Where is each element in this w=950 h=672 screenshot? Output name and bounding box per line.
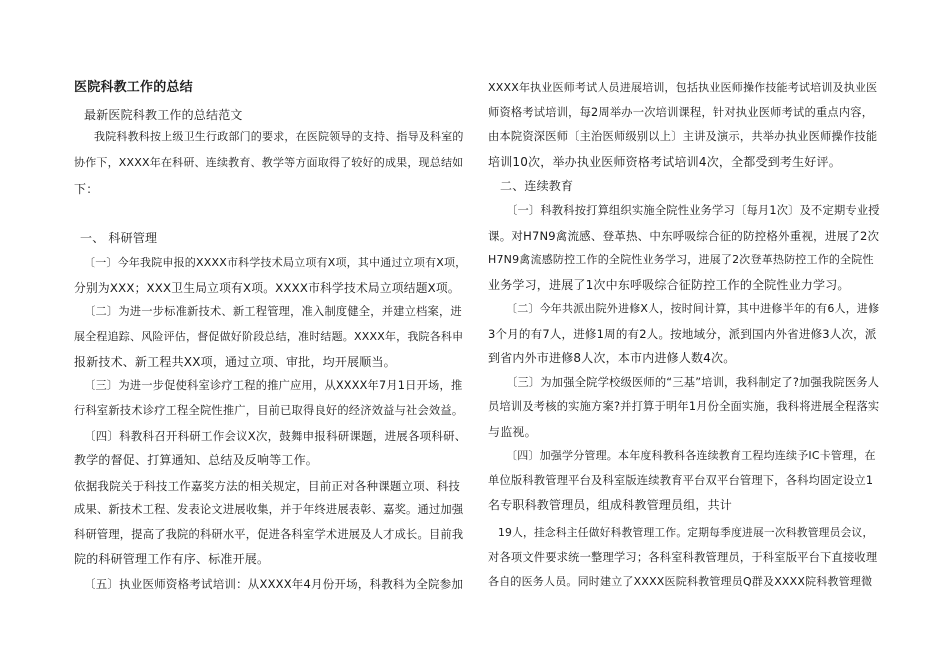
document-title: 医院科教工作的总结 (74, 80, 193, 95)
paragraph-line: 院的科研管理工作有序、标准开展。 (74, 552, 270, 566)
paragraph-line: 〔二〕今年共派出院外进修X人，按时间计算，其中进修半年的有6人，进修 (506, 302, 880, 315)
paragraph-line: 培训10次，举办执业医师资格考试培训4次，全都受到考生好评。 (488, 155, 841, 169)
paragraph-line: 员培训及考核的实施方案?并打算于明年1月份全面实施，我科将进展全程落实 (488, 400, 880, 413)
paragraph-line: 〔一〕科教科按打算组织实施全院性业务学习〔每月1次〕及不定期专业授 (506, 204, 880, 217)
paragraph-line: 分别为XXX；XXX卫生局立项有X项。XXXX市科学技术局立项结题X项。 (74, 281, 460, 295)
paragraph-line: 依据我院关于科技工作嘉奖方法的相关规定，目前正对各种课题立项、科技 (74, 479, 461, 493)
paragraph-line: 由本院资深医师〔主治医师级别以上〕主讲及演示，共举办执业医师操作技能 (488, 130, 878, 143)
paragraph-line: 到省内外市进修8人次，本市内进修人数4次。 (488, 351, 736, 365)
intro-line: 协作下，XXXX年在科研、连续教育、教学等方面取得了较好的成果，现总结如 (74, 156, 464, 169)
document-subtitle: 最新医院科教工作的总结范文 (84, 108, 243, 122)
paragraph-line: 教学的督促、打算通知、总结及反响等工作。 (74, 453, 319, 467)
paragraph-line: 师资格考试培训，每2周举办一次培训课程，针对执业医师考试的重点内容， (488, 106, 874, 119)
paragraph-line: 〔五〕执业医师资格考试培训：从XXXX年4月份开场，科教科为全院参加 (84, 577, 464, 591)
paragraph-line: 〔三〕为进一步促使科室诊疗工程的推广应用，从XXXX年7月1日开场，推 (84, 379, 463, 392)
paragraph-line: 3个月的有7人，进修1周的有2人。按地域分，派到国内外省进修3人次，派 (488, 327, 877, 341)
paragraph-line: 课。对H7N9禽流感、登革热、中东呼吸综合征的防控格外重视，进展了2次 (488, 229, 880, 243)
paragraph-line: 名专职科教管理员，组成科教管理员组，共计 (488, 498, 733, 512)
paragraph-line: H7N9禽流感防控工作的全院性业务学习，进展了2次登革热防控工作的全院性 (488, 253, 874, 266)
intro-line: 我院科教科按上级卫生行政部门的要求，在医院领导的支持、指导及科室的 (94, 130, 464, 143)
paragraph-line: 〔一〕今年我院申报的XXXX市科学技术局立项有X项，其中通过立项有X项， (84, 256, 467, 269)
paragraph-line: 〔四〕科教科召开科研工作会议X次，鼓舞申报科研课题，进展各项科研、 (84, 429, 467, 443)
paragraph-line: 单位版科教管理平台及科室版连续教育平台双平台管理下，各科均固定设立1 (488, 474, 874, 487)
paragraph-line: 〔三〕为加强全院学校级医师的“三基”培训，我科制定了?加强我院医务人 (506, 376, 880, 389)
paragraph-line: 展全程追踪、风险评估，督促做好阶段总结，准时结题。XXXX年，我院各科申 (74, 330, 464, 343)
section-heading: 二、连续教育 (500, 179, 574, 193)
paragraph-line: 业务学习，进展了1次中东呼吸综合征防控工作的全院性业力学习。 (488, 278, 850, 292)
paragraph-line: XXXX年执业医师考试人员进展培训，包括执业医师操作技能考试培训及执业医 (488, 81, 878, 94)
paragraph-line: 报新技术、新工程共XX项，通过立项、审批，均开展顺当。 (74, 355, 396, 369)
paragraph-line: 19人，挂念科主任做好科教管理工作。定期每季度进展一次科教管理员会议， (498, 526, 874, 539)
paragraph-line: 〔四〕加强学分管理。本年度科教科各连续教育工程均连续予IC卡管理，在 (506, 449, 876, 462)
intro-line: 下： (74, 182, 99, 196)
paragraph-line: 各自的医务人员。同时建立了XXXX医院科教管理员Q群及XXXX院科教管理微 (488, 575, 873, 588)
paragraph-line: 行科室新技术诊疗工程全院性推广，目前已取得良好的经济效益与社会效益。 (74, 404, 464, 417)
paragraph-line: 〔二〕为进一步标准新技术、新工程管理，准入制度健全，并建立档案，进 (84, 305, 462, 318)
paragraph-line: 与监视。 (488, 425, 537, 439)
paragraph-line: 科研管理，提高了我院的科研水平，促进各科室学术进展及人才成长。目前我 (74, 528, 464, 541)
paragraph-line: 成果、新技术工程、发表论文进展收集，并于年终进展表彰、嘉奖。通过加强 (74, 503, 464, 516)
paragraph-line: 对各项文件要求统一整理学习；各科室科教管理员，于科室版平台下直接收理 (488, 551, 878, 564)
section-heading: 一、 科研管理 (80, 231, 158, 245)
